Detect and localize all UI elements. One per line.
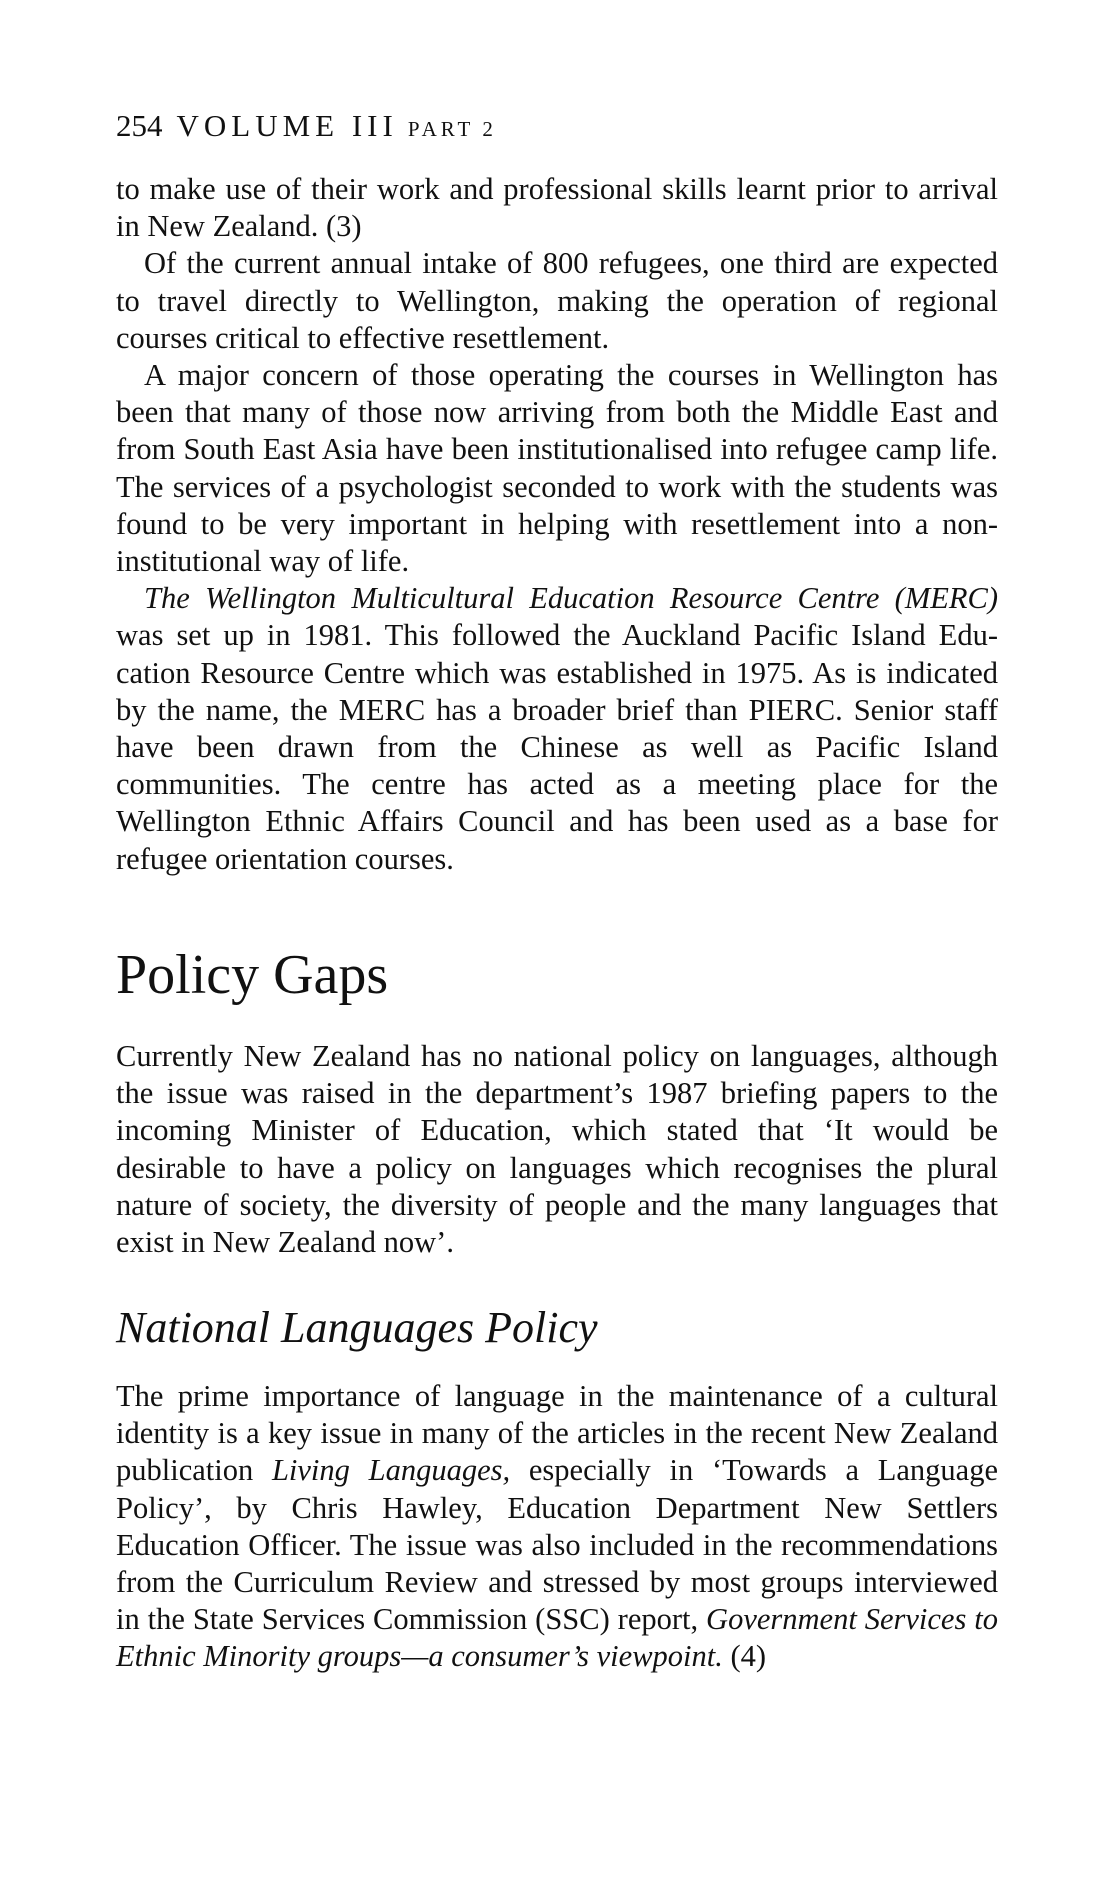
living-languages-title: Living Languages,: [271, 1453, 511, 1488]
merc-description: was set up in 1981. This followed the Auckland Pacific Island Education Resource Centre which was established in 1975. As is indicated by the name, the MERC has a broader brief than PIERC. Senior staff have been drawn from the Chinese as well as Pacific Island communities. The centre has acted as a meeting place for the Wellington Ethnic Affairs Council and has been used as a base for refugee orientation courses.: [116, 618, 998, 876]
heading-policy-gaps: Policy Gaps: [116, 944, 389, 1006]
paragraph-major-concern: A major concern of those operating the courses in Wellington has been that many of those now arriving from both the Middle East and from South East Asia have been institutionalised into refugee camp life. The services of a psychologist seconded to work with the students was found to be very important in helping with resettlement into a non-institutional way of life.: [116, 358, 998, 579]
page-number: 254: [116, 108, 163, 143]
paragraph-continuation: to make use of their work and professional skills learnt prior to arrival in New Zealand. (3): [116, 172, 998, 244]
footnote-ref: (4): [722, 1639, 767, 1674]
heading-national-languages-policy: National Languages Policy: [116, 1303, 598, 1352]
text-run-a: The prime importance of language in the maintenance of a cultural identity is a key issue in many of the articles in the recent New Zealand publication: [116, 1379, 998, 1488]
body-section-3: [116, 1378, 998, 1676]
merc-title: The Wellington Multicultural Education Resource Centre (MERC): [144, 581, 998, 616]
paragraph-merc: [116, 580, 998, 878]
running-head: [116, 110, 493, 141]
volume-label: VOLUME III: [176, 108, 398, 143]
paragraph-policy-gaps: Currently New Zealand has no national policy on languages, although the issue was raised in the department’s 1987 briefing papers to the incoming Minister of Education, which stated that ‘It would be desirable to have a policy on languages which recognises the plural nature of society, the diversity of people and the many languages that exist in New Zealand now’.: [116, 1039, 998, 1260]
ssc-report-title: Government Services to Ethnic Minority groups—a consumer’s viewpoint.: [116, 1602, 998, 1674]
document-page: [116, 0, 998, 1882]
text-run-c: especially in ‘Towards a Language Policy’, by Chris Hawley, Education Department New Settlers Education Officer. The issue was also included in the recommendations from the Curriculum Review and stressed by most groups interviewed in the State Services Commission (SSC) report,: [116, 1453, 998, 1637]
paragraph-refugee-intake: Of the current annual intake of 800 refugees, one third are expected to travel directly to Wellington, making the operation of regional courses critical to effective resettlement.: [116, 246, 998, 355]
part-label: PART: [407, 117, 475, 141]
body-section-2: [116, 1038, 998, 1261]
paragraph-national-languages: [116, 1378, 998, 1676]
body-section-1: [116, 171, 998, 878]
part-number: 2: [482, 117, 494, 141]
